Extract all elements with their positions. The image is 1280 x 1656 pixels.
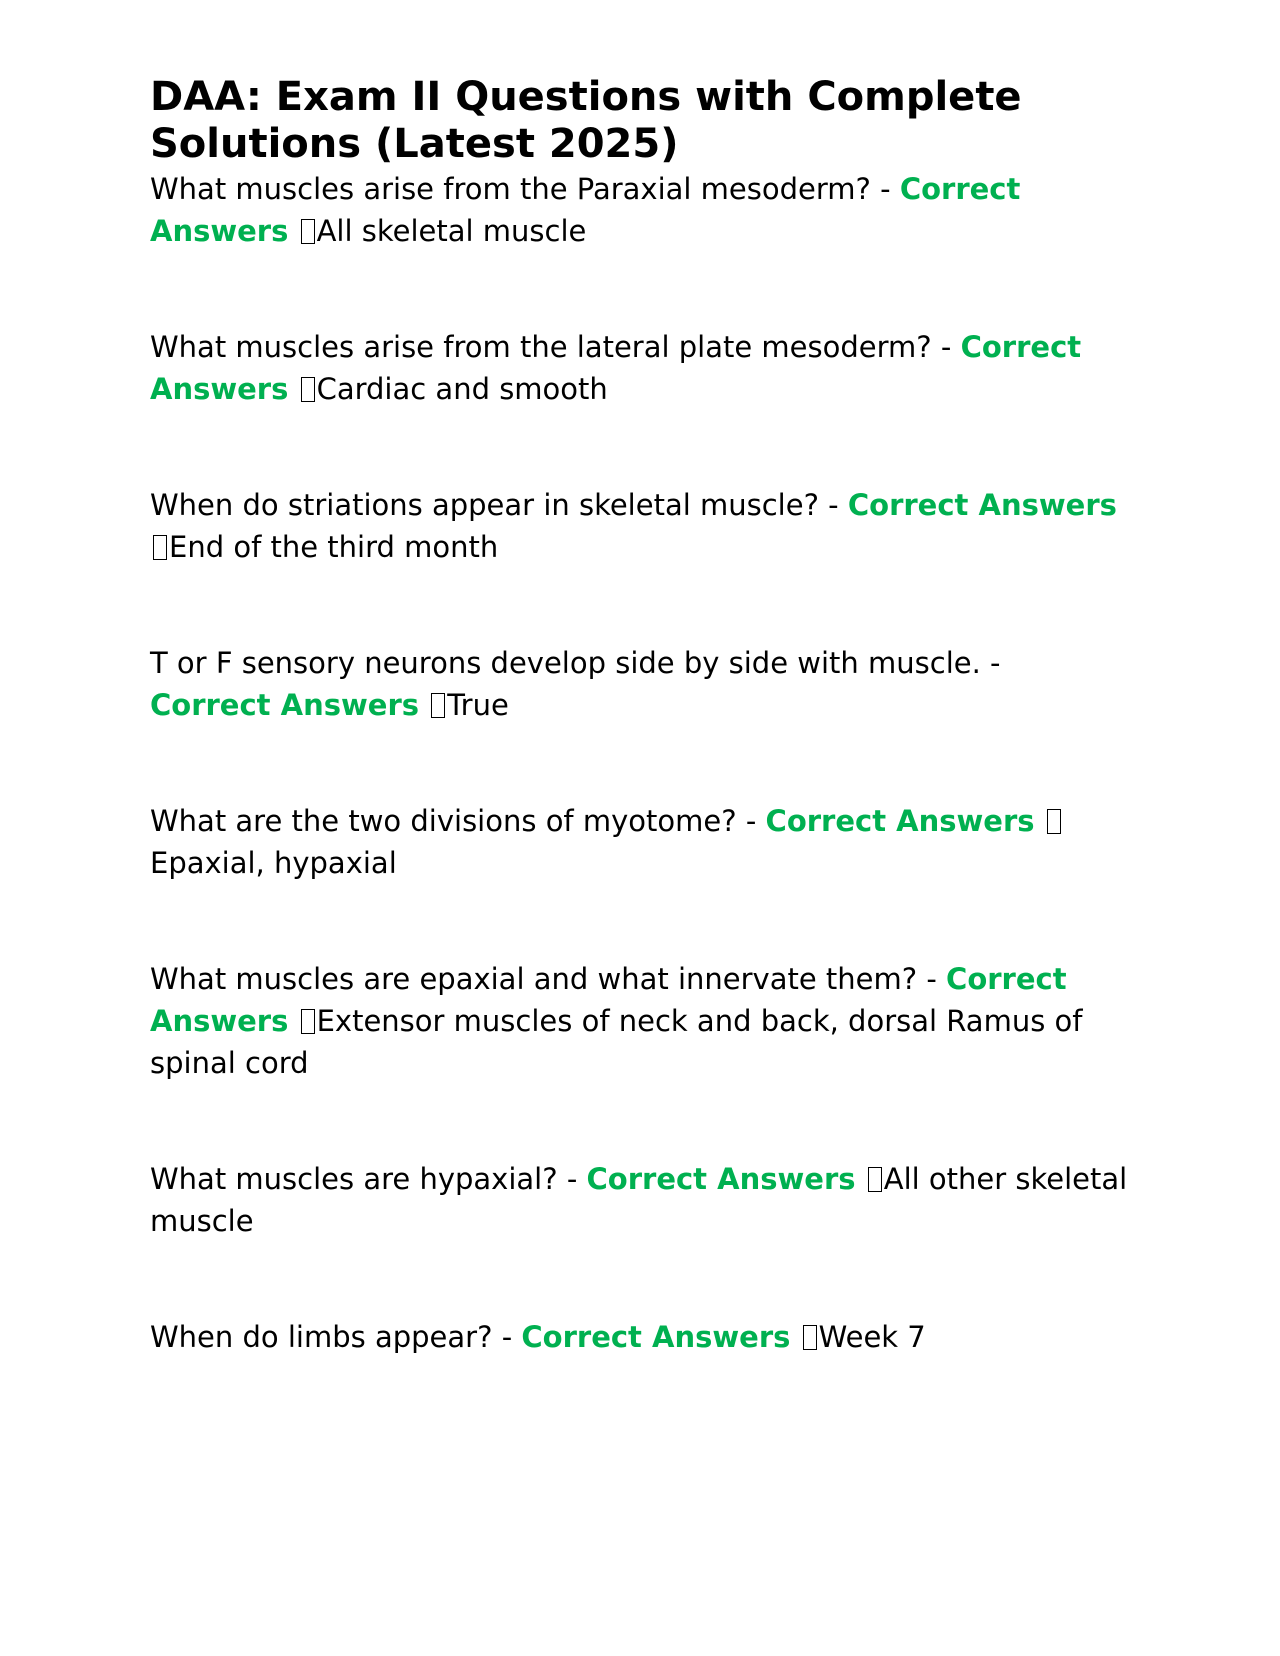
missing-glyph-box-icon — [868, 1167, 882, 1192]
question-text: What muscles are hypaxial? — [150, 1162, 558, 1196]
missing-glyph-box-icon — [301, 1009, 315, 1034]
qa-item — [150, 958, 1130, 1084]
separator: - — [980, 646, 1001, 680]
separator: - — [736, 804, 766, 838]
answer-text: Extensor muscles of neck and back, dorsal Ramus of spinal cord — [150, 1004, 1083, 1080]
correct-answers-label: Correct Answers — [150, 172, 1021, 248]
qa-item — [150, 1316, 1130, 1358]
separator: - — [917, 962, 947, 996]
question-text: What muscles arise from the lateral plate mesoderm? — [150, 330, 932, 364]
answer-text: True — [447, 688, 509, 722]
document-title: DAA: Exam II Questions with Complete Solutions (Latest 2025) — [150, 74, 1022, 167]
missing-glyph-box-icon — [301, 219, 315, 244]
missing-glyph-box-icon — [301, 377, 315, 402]
qa-item — [150, 168, 1130, 252]
qa-item — [150, 326, 1130, 410]
qa-item — [150, 484, 1130, 568]
question-text: When do striations appear in skeletal muscle? — [150, 488, 819, 522]
answer-text: All skeletal muscle — [316, 214, 587, 248]
answer-text: End of the third month — [169, 530, 499, 564]
qa-item — [150, 642, 1130, 726]
question-text: What muscles arise from the Paraxial mesoderm? — [150, 172, 871, 206]
question-text: T or F sensory neurons develop side by side with muscle. — [150, 646, 981, 680]
question-text: When do limbs appear? — [150, 1320, 493, 1354]
separator: - — [557, 1162, 587, 1196]
correct-answers-label: Correct Answers — [150, 330, 1082, 406]
correct-answers-label: Correct Answers — [847, 488, 1117, 522]
qa-item — [150, 800, 1130, 884]
answer-text: Week 7 — [818, 1320, 926, 1354]
correct-answers-label: Correct Answers — [150, 688, 420, 722]
answer-text: Cardiac and smooth — [316, 372, 608, 406]
question-text: What muscles are epaxial and what innervate them? — [150, 962, 918, 996]
separator: - — [818, 488, 848, 522]
correct-answers-label: Correct Answers — [521, 1320, 791, 1354]
correct-answers-label: Correct Answers — [765, 804, 1035, 838]
question-text: What are the two divisions of myotome? — [150, 804, 737, 838]
answer-text: Epaxial, hypaxial — [150, 846, 397, 880]
separator: - — [492, 1320, 522, 1354]
missing-glyph-box-icon — [1047, 809, 1061, 834]
separator: - — [870, 172, 900, 206]
qa-item — [150, 1158, 1130, 1242]
correct-answers-label: Correct Answers — [586, 1162, 856, 1196]
missing-glyph-box-icon — [153, 535, 167, 560]
document-page — [150, 74, 1130, 1358]
missing-glyph-box-icon — [803, 1325, 817, 1350]
missing-glyph-box-icon — [431, 693, 445, 718]
correct-answers-label: Correct Answers — [150, 962, 1067, 1038]
answer-text: All other skeletal muscle — [150, 1162, 1128, 1238]
separator: - — [931, 330, 961, 364]
